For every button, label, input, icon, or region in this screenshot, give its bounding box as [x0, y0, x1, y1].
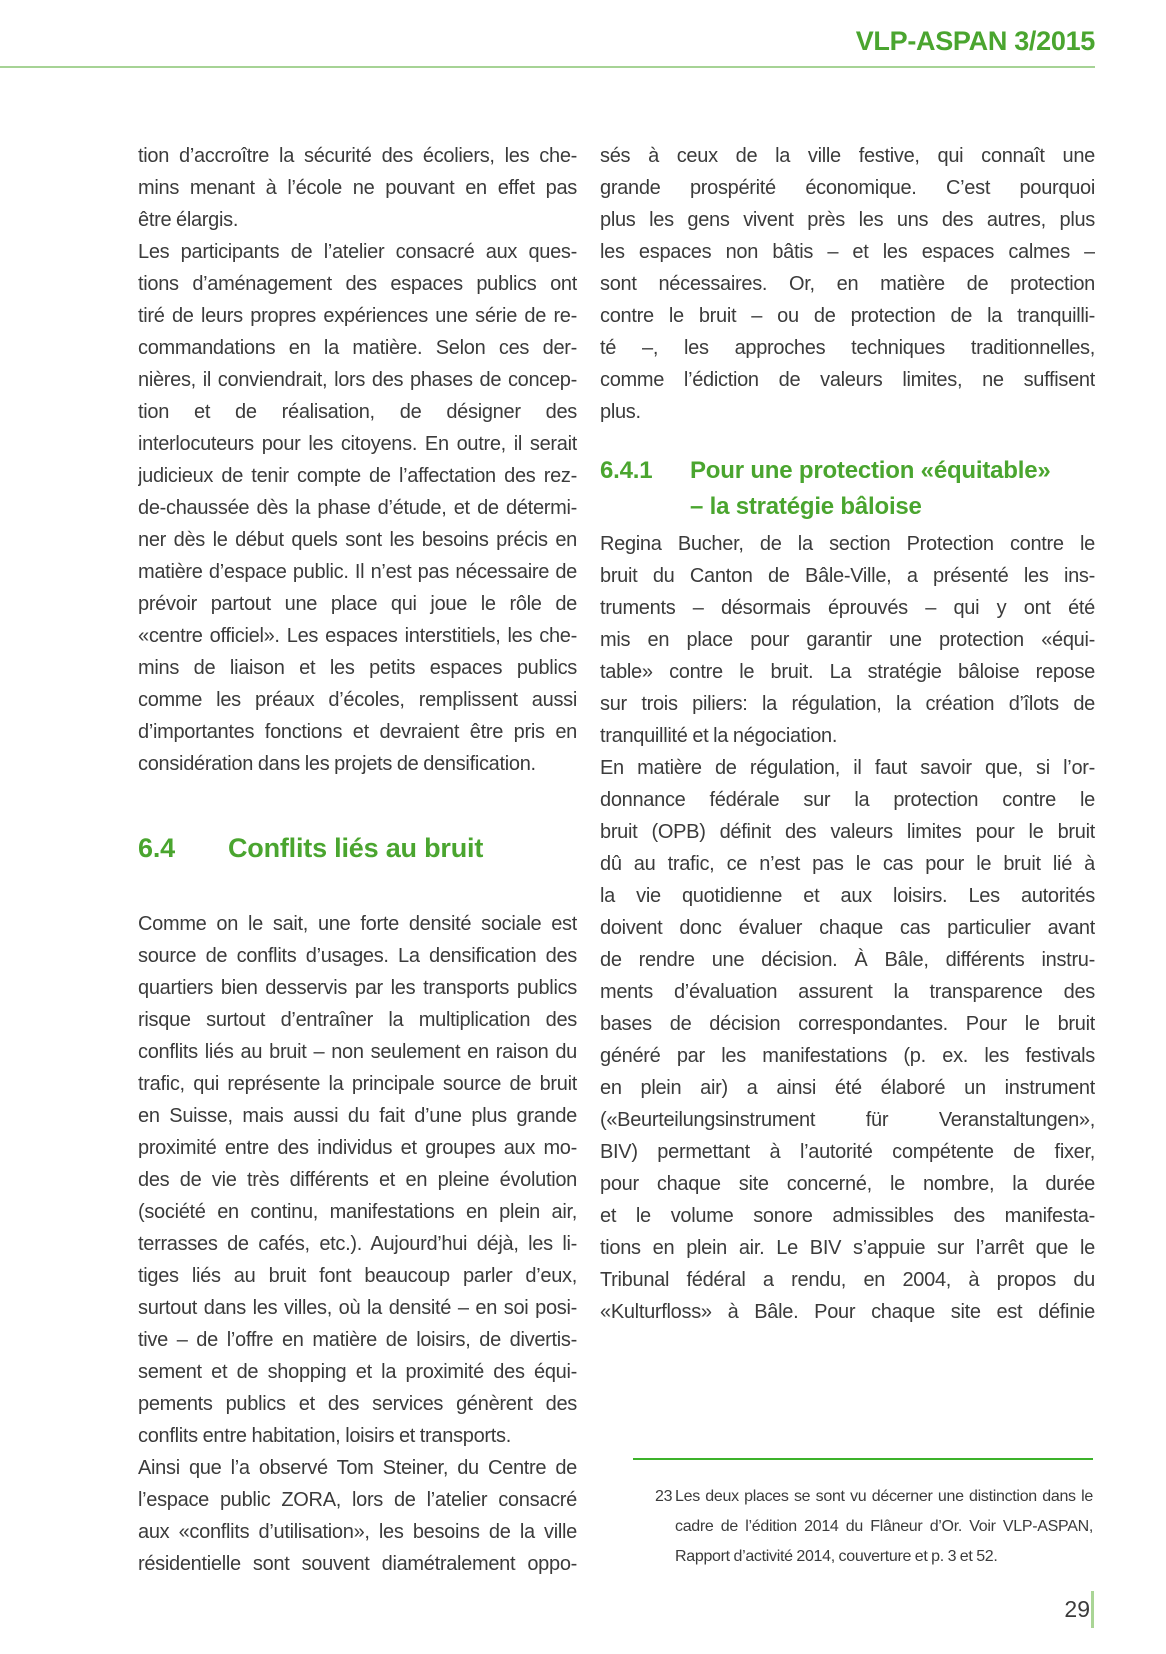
- text-line: trafic, qui représente la principale source de bruit: [138, 1073, 577, 1095]
- text-line: pements publics et des services génèrent des: [138, 1393, 577, 1415]
- journal-issue-title: VLP-ASPAN 3/2015: [855, 26, 1095, 56]
- text-line: dû au trafic, ce n’est pas le cas pour le bruit lié à: [600, 853, 1095, 875]
- text-line: plus les gens vivent près les uns des autres, plus: [600, 209, 1095, 231]
- section-title-line: Conflits liés au bruit: [228, 833, 484, 863]
- text-line: risque surtout d’entraîner la multiplication des: [138, 1009, 577, 1031]
- text-line: grande prospérité économique. C’est pourquoi: [600, 177, 1095, 199]
- section-title-line: – la stratégie bâloise: [690, 493, 922, 520]
- paragraph: [600, 528, 1095, 1328]
- text-line: considération dans les projets de densification.: [138, 753, 536, 775]
- text-line: «centre officiel». Les espaces interstitiels, les che-: [138, 625, 577, 647]
- section-heading: [138, 830, 577, 866]
- text-line: en plein air) a ainsi été élaboré un instrument: [600, 1077, 1095, 1099]
- paragraph: [138, 908, 577, 1580]
- text-line: mis en place pour garantir une protection «équi-: [600, 629, 1095, 651]
- section-title: [228, 830, 577, 866]
- text-line: ner dès le début quels sont les besoins précis en: [138, 529, 577, 551]
- text-line: bruit (OPB) définit des valeurs limites pour le bruit: [600, 821, 1095, 843]
- text-line: nières, il conviendrait, lors des phases de concep-: [138, 369, 577, 391]
- text-line: té –, les approches techniques traditionnelles,: [600, 337, 1095, 359]
- text-line: quartiers bien desservis par les transports publics: [138, 977, 577, 999]
- text-line: tions d’aménagement des espaces publics ont: [138, 273, 577, 295]
- text-line: être élargis.: [138, 209, 239, 231]
- text-line: plus.: [600, 401, 641, 423]
- text-line: judicieux de tenir compte de l’affectation des rez-: [138, 465, 577, 487]
- text-line: mins menant à l’école ne pouvant en effet pas: [138, 177, 577, 199]
- text-line: matière d’espace public. Il n’est pas nécessaire de: [138, 561, 577, 583]
- page-number: 29: [1064, 1596, 1090, 1622]
- footnote: [655, 1482, 1093, 1572]
- text-line: Les deux places se sont vu décerner une distinction dans le: [675, 1488, 1093, 1505]
- text-line: d’importantes fonctions et devraient être pris en: [138, 721, 577, 743]
- text-line: bruit du Canton de Bâle-Ville, a présenté les ins-: [600, 565, 1095, 587]
- text-line: de-chaussée dès la phase d’étude, et de détermi-: [138, 497, 577, 519]
- text-line: BIV) permettant à l’autorité compétente de fixer,: [600, 1141, 1095, 1163]
- text-line: généré par les manifestations (p. ex. les festivals: [600, 1045, 1095, 1067]
- text-line: truments – désormais éprouvés – qui y ont été: [600, 597, 1095, 619]
- text-line: sont nécessaires. Or, en matière de protection: [600, 273, 1095, 295]
- text-line: pour chaque site concerné, le nombre, la durée: [600, 1173, 1095, 1195]
- text-line: cadre de l’édition 2014 du Flâneur d’Or. Voir VLP-ASPAN,: [675, 1518, 1093, 1535]
- text-line: («Beurteilungsinstrument für Veranstaltungen»,: [600, 1109, 1095, 1131]
- text-line: les espaces non bâtis – et les espaces calmes –: [600, 241, 1095, 263]
- section-title: [690, 453, 1095, 525]
- text-line: tiges liés au bruit font beaucoup parler d’eux,: [138, 1265, 577, 1287]
- text-line: donnance fédérale sur la protection contre le: [600, 789, 1095, 811]
- text-line: bases de décision correspondantes. Pour le bruit: [600, 1013, 1095, 1035]
- section-title-line: Pour une protection «équitable»: [690, 457, 1051, 484]
- text-line: conflits entre habitation, loisirs et transports.: [138, 1425, 511, 1447]
- section-number: 6.4.1: [600, 457, 653, 484]
- text-line: Rapport d’activité 2014, couverture et p. 3 et 52.: [675, 1548, 998, 1565]
- text-line: Comme on le sait, une forte densité sociale est: [138, 913, 577, 935]
- text-line: source de conflits d’usages. La densification des: [138, 945, 577, 967]
- text-line: conflits liés au bruit – non seulement en raison du: [138, 1041, 577, 1063]
- text-line: et le volume sonore admissibles des manifesta-: [600, 1205, 1095, 1227]
- text-line: doivent donc évaluer chaque cas particulier avant: [600, 917, 1095, 939]
- text-line: tive – de l’offre en matière de loisirs, de divertis-: [138, 1329, 577, 1351]
- text-line: tions en plein air. Le BIV s’appuie sur l’arrêt que le: [600, 1237, 1095, 1259]
- text-line: l’espace public ZORA, lors de l’atelier consacré: [138, 1489, 577, 1511]
- right-text-column: [600, 140, 1095, 1328]
- text-line: tion et de réalisation, de désigner des: [138, 401, 577, 423]
- text-line: surtout dans les villes, où la densité – en soi posi-: [138, 1297, 577, 1319]
- text-line: terrasses de cafés, etc.). Aujourd’hui déjà, les li-: [138, 1233, 577, 1255]
- section-number: 6.4: [138, 833, 175, 863]
- footnote-separator-rule: [633, 1458, 1093, 1460]
- text-line: des de vie très différents et en pleine évolution: [138, 1169, 577, 1191]
- text-line: ments d’évaluation assurent la transparence des: [600, 981, 1095, 1003]
- text-line: comme l’édiction de valeurs limites, ne suffisent: [600, 369, 1095, 391]
- left-text-column: [138, 140, 577, 1580]
- header-rule: [0, 66, 1095, 68]
- text-line: contre le bruit – ou de protection de la tranquilli-: [600, 305, 1095, 327]
- paragraph: [600, 140, 1095, 428]
- text-line: tion d’accroître la sécurité des écoliers, les che-: [138, 145, 577, 167]
- text-line: tiré de leurs propres expériences une série de re-: [138, 305, 577, 327]
- text-line: sur trois piliers: la régulation, la création d’îlots de: [600, 693, 1095, 715]
- text-line: de rendre une décision. À Bâle, différents instru-: [600, 949, 1095, 971]
- text-line: interlocuteurs pour les citoyens. En outre, il serait: [138, 433, 577, 455]
- footnote-text: [675, 1482, 1093, 1572]
- text-line: En matière de régulation, il faut savoir que, si l’or-: [600, 757, 1095, 779]
- text-line: résidentielle sont souvent diamétralement oppo-: [138, 1553, 577, 1575]
- text-line: mins de liaison et les petits espaces publics: [138, 657, 577, 679]
- text-line: Regina Bucher, de la section Protection contre le: [600, 533, 1095, 555]
- text-line: comme les préaux d’écoles, remplissent aussi: [138, 689, 577, 711]
- text-line: Les participants de l’atelier consacré aux ques-: [138, 241, 577, 263]
- text-line: tranquillité et la négociation.: [600, 725, 838, 747]
- text-line: table» contre le bruit. La stratégie bâloise repose: [600, 661, 1095, 683]
- text-line: Tribunal fédéral a rendu, en 2004, à propos du: [600, 1269, 1095, 1291]
- text-line: Ainsi que l’a observé Tom Steiner, du Centre de: [138, 1457, 577, 1479]
- text-line: sés à ceux de la ville festive, qui connaît une: [600, 145, 1095, 167]
- section-heading: [600, 453, 1095, 525]
- text-line: la vie quotidienne et aux loisirs. Les autorités: [600, 885, 1095, 907]
- page-number-bar: [1091, 1591, 1094, 1628]
- text-line: en Suisse, mais aussi du fait d’une plus grande: [138, 1105, 577, 1127]
- paragraph: [138, 140, 577, 780]
- text-line: «Kulturfloss» à Bâle. Pour chaque site est définie: [600, 1301, 1095, 1323]
- text-line: proximité entre des individus et groupes aux mo-: [138, 1137, 577, 1159]
- text-line: commandations en la matière. Selon ces der-: [138, 337, 577, 359]
- text-line: (société en continu, manifestations en plein air,: [138, 1201, 577, 1223]
- text-line: sement et de shopping et la proximité des équi-: [138, 1361, 577, 1383]
- footnote-number: 23: [655, 1488, 673, 1505]
- text-line: aux «conflits d’utilisation», les besoins de la ville: [138, 1521, 577, 1543]
- text-line: prévoir partout une place qui joue le rôle de: [138, 593, 577, 615]
